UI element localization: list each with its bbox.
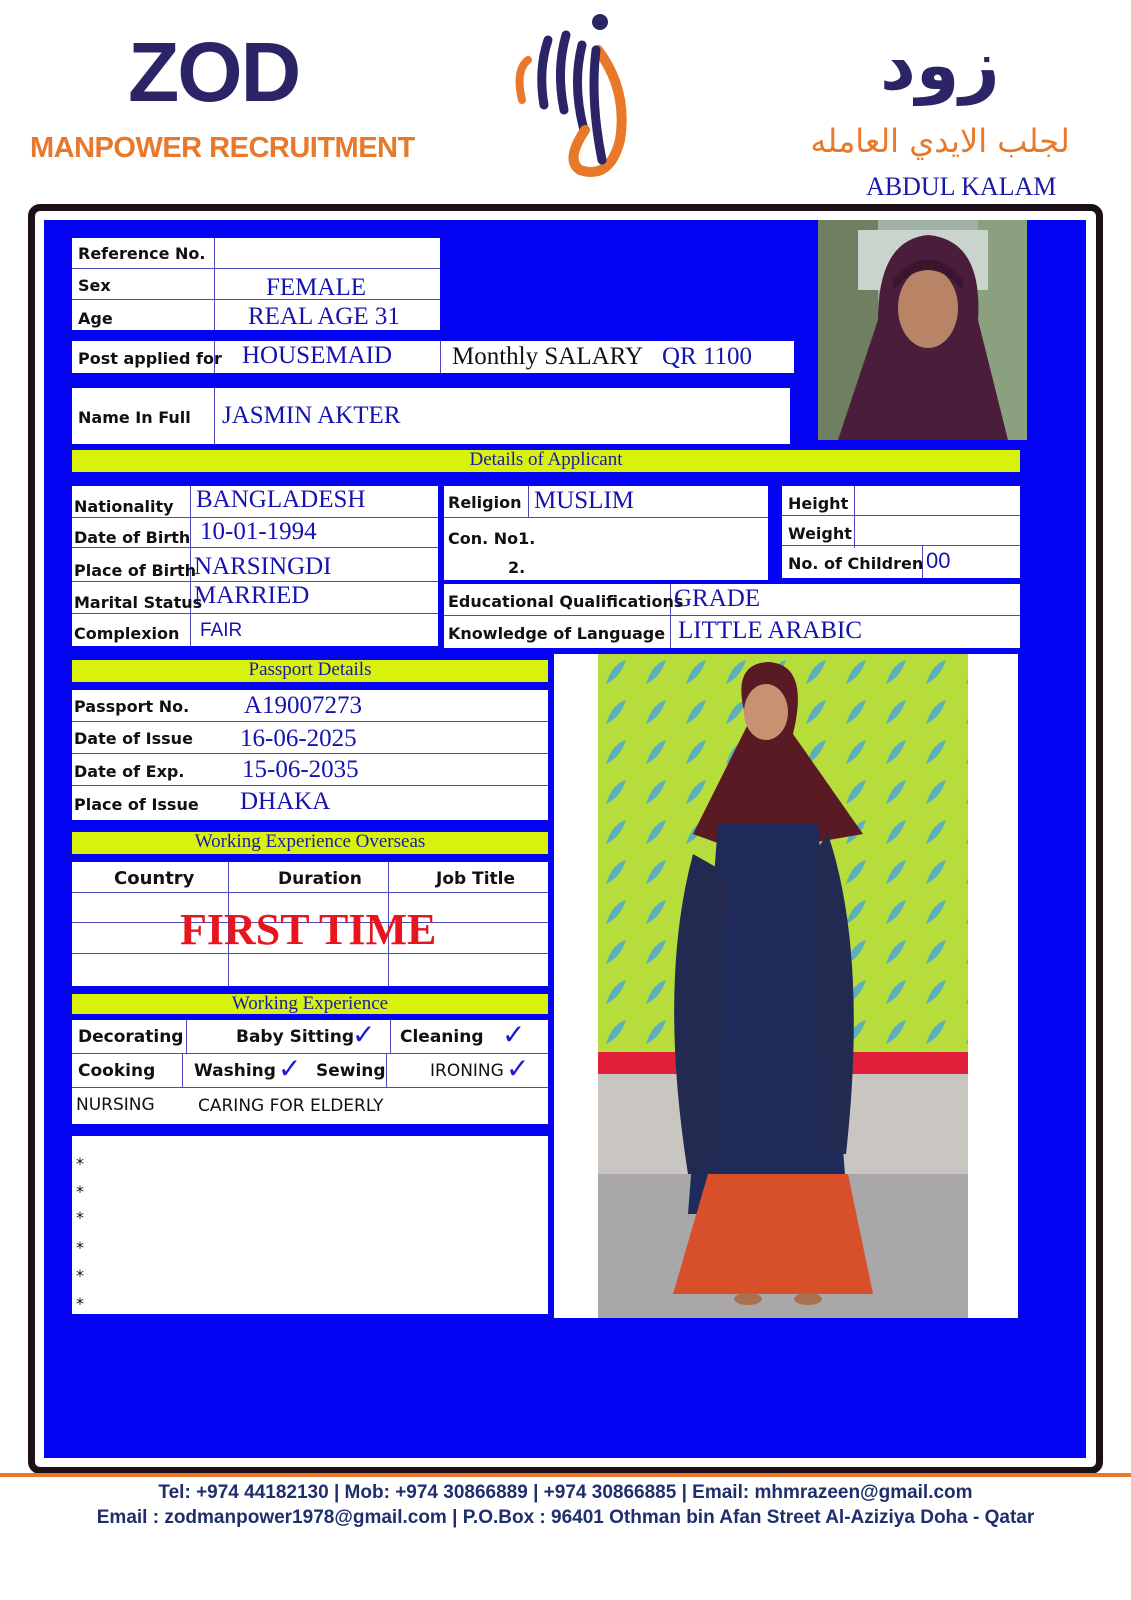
education-value: GRADE — [674, 585, 761, 612]
job-title-header: Job Title — [436, 869, 515, 889]
salary-value: QR 1100 — [662, 343, 753, 370]
cleaning-check-icon: ✓ — [502, 1018, 526, 1051]
children-value: 00 — [926, 548, 951, 573]
marital-value: MARRIED — [194, 582, 310, 609]
post-row — [72, 341, 794, 373]
experience-section-bar: Working Experience — [72, 994, 548, 1014]
age-label: Age — [78, 309, 113, 328]
skill-decorating: Decorating — [78, 1027, 184, 1047]
footer-divider — [0, 1473, 1131, 1477]
pob-value: NARSINGDI — [194, 553, 332, 580]
skill-baby-sitting: Baby Sitting — [236, 1027, 355, 1047]
skill-ironing: IRONING — [430, 1061, 504, 1081]
complexion-value: FAIR — [200, 620, 243, 641]
marital-label: Marital Status — [74, 593, 203, 612]
age-value: REAL AGE 31 — [248, 303, 400, 330]
children-label: No. of Children — [788, 554, 924, 573]
sex-label: Sex — [78, 276, 111, 295]
skill-washing: Washing — [194, 1061, 276, 1081]
footer-contact-line-2: Email : zodmanpower1978@gmail.com | P.O.Box : 96401 Othman bin Afan Street Al-Aziziya Doha - Qatar — [96, 1507, 1035, 1528]
sex-value: FEMALE — [266, 274, 366, 301]
washing-check-icon: ✓ — [278, 1052, 302, 1085]
weight-label: Weight — [788, 524, 852, 543]
reference-label: Reference No. — [78, 244, 206, 263]
physical-table — [782, 486, 1020, 578]
brand-figure-icon — [510, 10, 650, 185]
passport-section-bar: Passport Details — [72, 660, 548, 682]
note-bullet: * — [76, 1266, 84, 1285]
education-table — [444, 584, 1020, 648]
applicant-portrait-photo — [818, 220, 1027, 440]
details-left-table — [72, 486, 438, 646]
dob-label: Date of Birth — [74, 528, 191, 547]
expiry-date-value: 15-06-2035 — [242, 756, 359, 783]
issue-date-value: 16-06-2025 — [240, 725, 357, 752]
footer-contact-line-1: Tel: +974 44182130 | Mob: +974 30866889 | +974 30866885 | Email: mhmrazeen@gmail.com — [158, 1482, 973, 1503]
pob-label: Place of Birth — [74, 561, 197, 580]
brand-logo-text: ZOD — [128, 25, 300, 119]
contact2-label: 2. — [508, 558, 526, 577]
salary-label: Monthly SALARY — [452, 343, 644, 370]
overseas-section-bar: Working Experience Overseas — [72, 832, 548, 854]
issue-place-value: DHAKA — [240, 788, 331, 815]
brand-arabic-subtitle: لجلب الايدي العامله — [810, 122, 1070, 160]
passport-no-label: Passport No. — [74, 697, 190, 716]
ironing-check-icon: ✓ — [506, 1052, 530, 1085]
overseas-table — [72, 862, 548, 986]
post-value: HOUSEMAID — [242, 342, 392, 369]
skill-cleaning: Cleaning — [400, 1027, 484, 1047]
skill-cooking: Cooking — [78, 1061, 156, 1081]
religion-label: Religion — [448, 493, 522, 512]
note-bullet: * — [76, 1208, 84, 1227]
details-section-bar: Details of Applicant — [72, 450, 1020, 472]
baby-sitting-check-icon: ✓ — [352, 1018, 376, 1051]
skill-nursing: NURSING — [76, 1095, 155, 1115]
note-bullet: * — [76, 1182, 84, 1201]
passport-table — [72, 690, 548, 820]
brand-arabic-logo: زود — [880, 24, 1000, 106]
post-label: Post applied for — [78, 349, 222, 368]
skill-sewing: Sewing — [316, 1061, 386, 1081]
note-bullet: * — [76, 1294, 84, 1313]
name-label: Name In Full — [78, 408, 191, 427]
country-header: Country — [114, 868, 195, 889]
applicant-full-photo — [598, 654, 968, 1318]
experience-table — [72, 1020, 548, 1124]
dob-value: 10-01-1994 — [200, 518, 317, 545]
notes-box — [72, 1136, 548, 1314]
duration-header: Duration — [278, 869, 362, 889]
passport-no-value: A19007273 — [244, 692, 363, 719]
brand-subtitle: MANPOWER RECRUITMENT — [30, 132, 415, 164]
first-time-stamp: FIRST TIME — [180, 905, 437, 954]
education-label: Educational Qualifications — [448, 592, 684, 611]
contact1-label: Con. No1. — [448, 529, 536, 548]
issue-place-label: Place of Issue — [74, 795, 199, 814]
language-label: Knowledge of Language — [448, 624, 666, 643]
skill-caring-elderly: CARING FOR ELDERLY — [198, 1096, 384, 1116]
religion-value: MUSLIM — [534, 487, 635, 514]
nationality-value: BANGLADESH — [196, 486, 366, 513]
issue-date-label: Date of Issue — [74, 729, 193, 748]
basic-info-table — [72, 238, 440, 330]
expiry-date-label: Date of Exp. — [74, 762, 185, 781]
name-row — [72, 388, 790, 444]
agent-name: ABDUL KALAM — [866, 172, 1057, 201]
note-bullet: * — [76, 1154, 84, 1173]
height-label: Height — [788, 494, 849, 513]
language-value: LITTLE ARABIC — [678, 617, 863, 644]
religion-table — [444, 486, 768, 580]
nationality-label: Nationality — [74, 497, 174, 516]
note-bullet: * — [76, 1238, 84, 1257]
complexion-label: Complexion — [74, 624, 180, 643]
name-value: JASMIN AKTER — [222, 402, 401, 429]
